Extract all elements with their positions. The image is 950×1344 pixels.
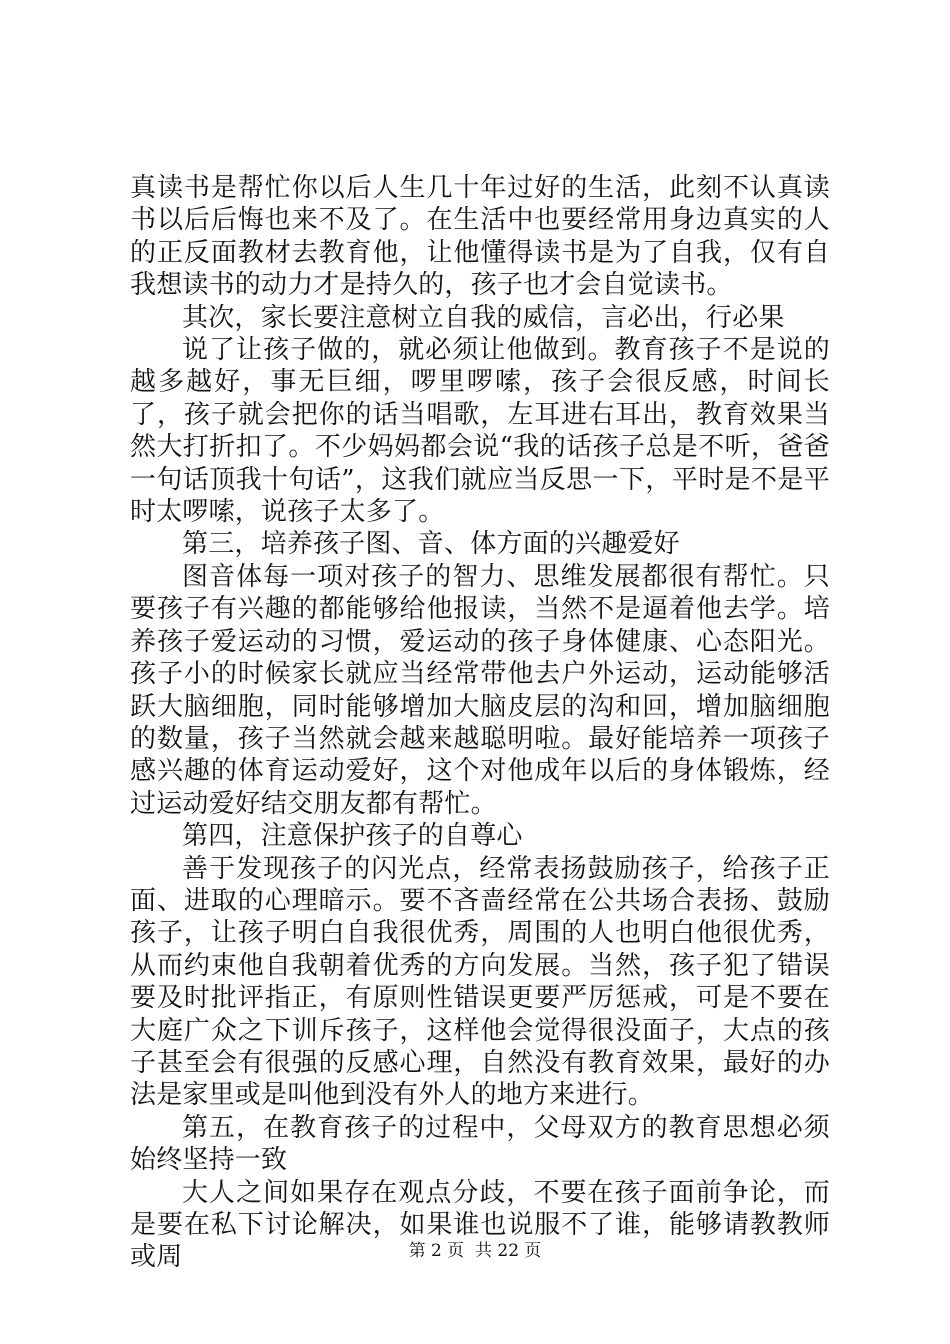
- page-footer: [0, 1240, 950, 1262]
- heading-third-point: 第三，培养孩子图、音、体方面的兴趣爱好: [182, 529, 680, 560]
- heading-fifth-point: 第五，在教育孩子的过程中，父母双方的教育思想必须始终坚持一致: [130, 1112, 830, 1176]
- page-number: 第 2 页 共 22 页: [408, 1241, 542, 1261]
- paragraph-5: 大人之间如果存在观点分歧，不要在孩子面前争论，而是要在私下讨论解决，如果谁也说服不了谁，能够请教教师或周: [130, 1177, 830, 1273]
- paragraph-1: 真读书是帮忙你以后人生几十年过好的生活，此刻不认真读书以后后悔也来不及了。在生活中也要经常用身边真实的人的正反面教材去教育他，让他懂得读书是为了自我，仅有自我想读书的动力才是持久的，孩子也才会自觉读书。: [130, 173, 830, 301]
- heading-second-point: 其次，家长要注意树立自我的威信，言必出，行必果: [182, 302, 785, 333]
- paragraph-3: 图音体每一项对孩子的智力、思维发展都很有帮忙。只要孩子有兴趣的都能够给他报读，当然不是逼着他去学。培养孩子爱运动的习惯，爱运动的孩子身体健康、心态阳光。孩子小的时候家长就应当经常带他去户外运动，运动能够活跃大脑细胞，同时能够增加大脑皮层的沟和回，增加脑细胞的数量，孩子当然就会越来越聪明啦。最好能培养一项孩子感兴趣的体育运动爱好，这个对他成年以后的身体锻炼，经过运动爱好结交朋友都有帮忙。: [130, 561, 830, 819]
- paragraph-4: 善于发现孩子的闪光点，经常表扬鼓励孩子，给孩子正面、进取的心理暗示。要不吝啬经常在公共场合表扬、鼓励孩子，让孩子明白自我很优秀，周围的人也明白他很优秀，从而约束他自我朝着优秀的方向发展。当然，孩子犯了错误要及时批评指正，有原则性错误更要严厉惩戒，可是不要在大庭广众之下训斥孩子，这样他会觉得很没面子，大点的孩子甚至会有很强的反感心理，自然没有教育效果，最好的办法是家里或是叫他到没有外人的地方来进行。: [130, 853, 830, 1111]
- paragraph-2: 说了让孩子做的，就必须让他做到。教育孩子不是说的越多越好，事无巨细，啰里啰嗦，孩子会很反感，时间长了，孩子就会把你的话当唱歌，左耳进右耳出，教育效果当然大打折扣了。不少妈妈都会说“我的话孩子总是不听，爸爸一句话顶我十句话”，这我们就应当反思一下，平时是不是平时太啰嗦，说孩子太多了。: [130, 335, 830, 528]
- heading-fourth-point: 第四，注意保护孩子的自尊心: [182, 821, 523, 852]
- document-body: [130, 172, 830, 1274]
